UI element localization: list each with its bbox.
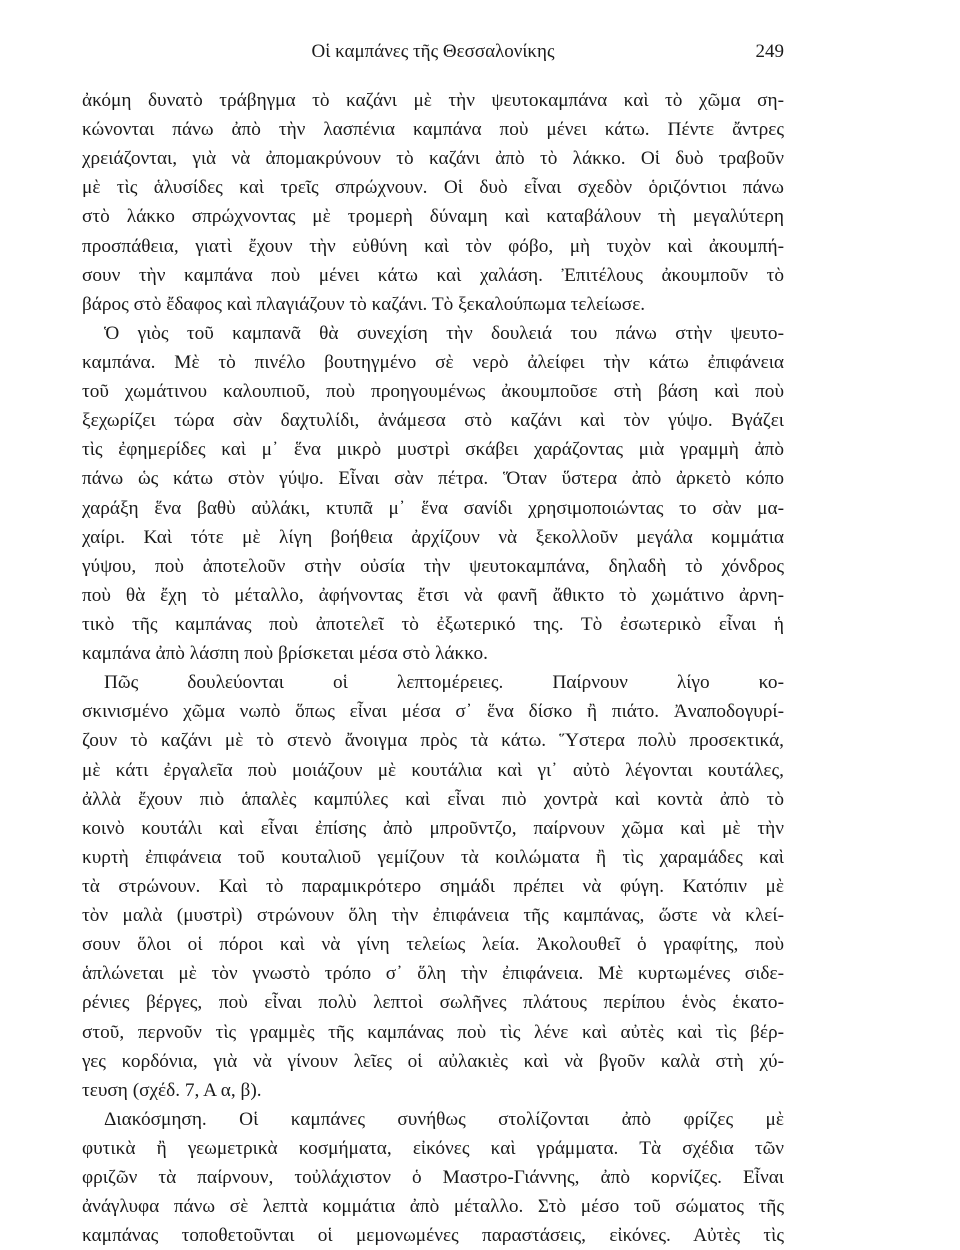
text-line: καμπάνας τοποθετοῦνται οἱ μεμονωμένες παραστάσεις, εἰκόνες. Αὐτὲς τὶς [82,1225,784,1247]
text-line: χαίρι. Καὶ τότε μὲ λίγη βοήθεια ἀρχίζουν νὰ ξεκολλοῦν μεγάλα κομμάτια [82,526,784,548]
text-line: ἀνάγλυφα πάνω σὲ λεπτὰ κομμάτια ἀπὸ μέταλλο. Στὸ μέσο τοῦ σώματος τῆς [82,1196,784,1218]
text-line: γες κορδόνια, γιὰ νὰ γίνουν λεῖες οἱ αὐλακιὲς καὶ νὰ βγοῦν καλὰ στὴ χύ- [82,1050,784,1072]
text-line: κοινὸ κουτάλι καὶ εἶναι ἐπίσης ἀπὸ μπροῦντζο, παίρνουν χῶμα καὶ μὲ τὴν [82,817,784,839]
text-line: πάνω ὡς κάτω στὸν γύψο. Εἶναι σὰν πέτρα. Ὅταν ὕστερα ἀπὸ ἀρκετὸ κόπο [82,468,784,490]
text-line: τοῦ χωμάτινου καλουπιοῦ, ποὺ προηγουμένως ἀκουμποῦσε στὴ βάση καὶ ποὺ [82,381,784,403]
text-line: τὰ στρώνουν. Καὶ τὸ παραμικρότερο σημάδι πρέπει νὰ φύγη. Κατόπιν μὲ [82,875,784,897]
text-line: σουν ὅλοι οἱ πόροι καὶ νὰ γίνη τελείως λεία. Ἀκολουθεῖ ὁ γραφίτης, ποὺ [82,934,784,956]
text-line: βάρος στὸ ἔδαφος καὶ πλαγιάζουν τὸ καζάνι. Τὸ ξεκαλούπωμα τελείωσε. [82,293,646,315]
text-line: γύψου, ποὺ ἀποτελοῦν στὴν οὐσία τὴν ψευτοκαμπάνα, δηλαδὴ τὸ χόνδρος [82,555,784,577]
text-line: καμπάνα. Μὲ τὸ πινέλο βουτηγμένο σὲ νερὸ ἀλείφει τὴν κάτω ἐπιφάνεια [82,351,784,373]
page-number: 249 [755,41,784,62]
text-line: χαράξη ἕνα βαθὺ αὐλάκι, κτυπᾶ μ᾽ ἕνα σανίδι χρησιμοποιώντας το σὰν μα- [82,497,784,519]
text-line: ξεχωρίζει τώρα σὰν δαχτυλίδι, ἀνάμεσα στὸ καζάνι καὶ τὸν γύψο. Βγάζει [82,410,784,432]
text-line: χρειάζονται, γιὰ νὰ ἀπομακρύνουν τὸ καζάνι ἀπὸ τὸ λάκκο. Οἱ δυὸ τραβοῦν [82,148,784,170]
text-line: στοῦ, περνοῦν τὶς γραμμὲς τῆς καμπάνας ποὺ τὶς λένε καὶ αὐτὲς καὶ τὶς βέρ- [82,1021,784,1043]
text-line: καμπάνα ἀπὸ λάσπη ποὺ βρίσκεται μέσα στὸ λάκκο. [82,643,488,665]
text-line: προσπάθεια, γιατὶ ἔχουν τὴν εὐθύνη καὶ τὸν φόβο, μὴ τυχὸν καὶ ἀκουμπή- [82,235,784,257]
text-line: ἀλλὰ ἔχουν πιὸ ἁπαλὲς καμπύλες καὶ εἶναι πιὸ χοντρὰ καὶ κοντὰ ἀπὸ τὸ [82,788,784,810]
text-line: φυτικὰ ἢ γεωμετρικὰ κοσμήματα, εἰκόνες καὶ γράμματα. Τὰ σχέδια τῶν [82,1137,784,1159]
text-line: μὲ κάτι ἐργαλεῖα ποὺ μοιάζουν μὲ κουτάλια καὶ γι᾽ αὐτὸ λέγονται κουτάλες, [82,759,784,781]
text-line: σουν τὴν καμπάνα ποὺ μένει κάτω καὶ χαλάση. Ἐπιτέλους ἀκουμποῦν τὸ [82,264,784,286]
page-header [82,38,784,70]
text-line: φριζῶν τὰ παίρνουν, τοὐλάχιστον ὁ Μαστρο-Γιάννης, ἀπὸ κορνίζες. Εἶναι [82,1167,784,1189]
text-line: στὸ λάκκο σπρώχνοντας μὲ τρομερὴ δύναμη καὶ καταβάλουν τὴ μεγαλύτερη [82,206,784,228]
text-line: ἀκόμη δυνατὸ τράβηγμα τὸ καζάνι μὲ τὴν ψευτοκαμπάνα καὶ τὸ χῶμα ση- [82,90,784,111]
text-line: Πῶς δουλεύονται οἱ λεπτομέρειες. Παίρνουν λίγο κο- [104,672,784,694]
text-line: ἁπλώνεται μὲ τὸν γνωστὸ τρόπο σ᾽ ὅλη τὴν ἐπιφάνεια. Μὲ κυρτωμένες σιδε- [82,963,784,985]
text-line: ποὺ θὰ ἔχη τὸ μέταλλο, ἀφήνοντας ἔτσι νὰ φανῆ ἄθικτο τὸ χωμάτινο ἀρνη- [82,584,784,606]
text-line: τικὸ τῆς καμπάνας ποὺ ἀποτελεῖ τὸ ἐξωτερικό της. Τὸ ἐσωτερικὸ εἶναι ἡ [82,613,784,635]
text-line: ζουν τὸ καζάνι μὲ τὸ στενὸ ἄνοιγμα πρὸς τὰ κάτω. Ὕστερα πολὺ προσεκτικά, [82,730,784,752]
text-line: τὸν μαλὰ (μυστρὶ) στρώνουν ὅλη τὴν ἐπιφάνεια τῆς καμπάνας, ὥστε νὰ κλεί- [82,905,784,927]
text-line: κώνονται πάνω ἀπὸ τὴν λασπένια καμπάνα ποὺ μένει κάτω. Πέντε ἄντρες [82,119,784,141]
text-line: τὶς ἐφημερίδες καὶ μ᾽ ἕνα μικρὸ μυστρὶ σκάβει χαράζοντας μιὰ γραμμὴ ἀπὸ [82,439,784,461]
text-line: ρένιες βέργες, ποὺ εἶναι πολὺ λεπτοὶ σωλῆνες πλάτους περίπου ἑνὸς ἑκατο- [82,992,784,1014]
running-title: Οἱ καμπάνες τῆς Θεσσαλονίκης [311,41,555,62]
body-text [82,86,784,1250]
text-line: Ὁ γιὸς τοῦ καμπανᾶ θὰ συνεχίση τὴν δουλειά του πάνω στὴν ψευτο- [104,322,784,344]
text-line: τευση (σχέδ. 7, Α α, β). [82,1079,262,1101]
text-line: σκινισμένο χῶμα νωπὸ ὅπως εἶναι μέσα σ᾽ ἕνα δίσκο ἢ πιάτο. Ἀναποδογυρί- [82,701,784,723]
text-line: μὲ τὶς ἁλυσίδες καὶ τρεῖς σπρώχνουν. Οἱ δυὸ εἶναι σχεδὸν ὁριζόντιοι πάνω [82,177,784,199]
text-line: κυρτὴ ἐπιφάνεια τοῦ κουταλιοῦ γεμίζουν τὰ κοιλώματα ἢ τὶς χαραμάδες καὶ [82,846,784,868]
text-line: Διακόσμηση. Οἱ καμπάνες συνήθως στολίζονται ἀπὸ φρίζες μὲ [104,1108,784,1130]
